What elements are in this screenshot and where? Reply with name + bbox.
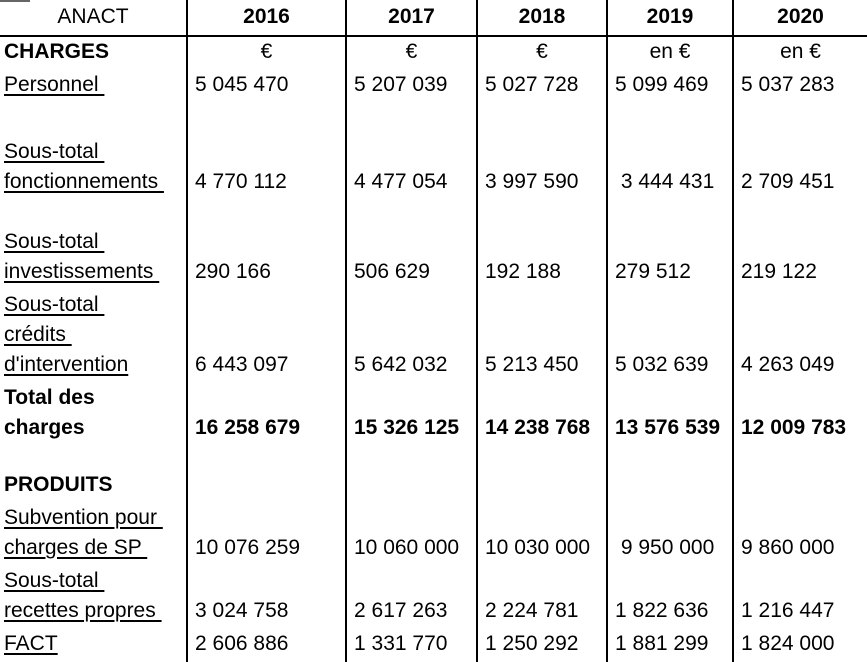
value-cell: 192 188 bbox=[477, 200, 607, 290]
value-cell: 12 009 783 bbox=[733, 383, 867, 446]
year-header-2017: 2017 bbox=[346, 0, 477, 36]
value-cell: 2 709 451 bbox=[733, 103, 867, 200]
row-sous-total-investissements bbox=[0, 200, 867, 290]
value-cell: 290 166 bbox=[187, 200, 346, 290]
header-row bbox=[0, 0, 867, 36]
value-cell: 5 032 639 bbox=[607, 290, 733, 383]
value-cell: 3 024 758 bbox=[187, 566, 346, 629]
produits-section-label: PRODUITS bbox=[4, 473, 113, 496]
value-cell: 219 122 bbox=[733, 200, 867, 290]
value-cell: 13 576 539 bbox=[607, 383, 733, 446]
year-header-2016: 2016 bbox=[187, 0, 346, 36]
value-cell: 9 860 000 bbox=[733, 503, 867, 566]
row-produits-section bbox=[0, 446, 867, 503]
value-cell: 2 617 263 bbox=[346, 566, 477, 629]
value-cell: 10 076 259 bbox=[187, 503, 346, 566]
value-cell: 2 606 886 bbox=[187, 629, 346, 662]
value-cell bbox=[607, 446, 733, 503]
value-cell: 9 950 000 bbox=[607, 503, 733, 566]
row-label: Sous-total recettes propres bbox=[4, 569, 162, 622]
value-cell: 4 477 054 bbox=[346, 103, 477, 200]
row-sous-total-recettes-propres bbox=[0, 566, 867, 629]
value-cell: 16 258 679 bbox=[187, 383, 346, 446]
value-cell bbox=[477, 446, 607, 503]
value-cell bbox=[346, 446, 477, 503]
value-cell: 1 824 000 bbox=[733, 629, 867, 662]
value-cell: 506 629 bbox=[346, 200, 477, 290]
table-corner-label: ANACT bbox=[0, 0, 187, 36]
value-cell bbox=[733, 446, 867, 503]
charges-unit-row bbox=[0, 36, 867, 70]
value-cell: 5 045 470 bbox=[187, 70, 346, 103]
row-label: Sous-total crédits d'intervention bbox=[4, 293, 129, 376]
row-label: Total des charges bbox=[4, 386, 95, 439]
year-header-2018: 2018 bbox=[477, 0, 607, 36]
value-cell: 5 213 450 bbox=[477, 290, 607, 383]
row-label: Personnel bbox=[4, 73, 105, 96]
value-cell: 4 770 112 bbox=[187, 103, 346, 200]
row-sous-total-fonctionnements bbox=[0, 103, 867, 200]
value-cell: 14 238 768 bbox=[477, 383, 607, 446]
row-label: Subvention pour charges de SP bbox=[4, 506, 163, 559]
row-label: Sous-total investissements bbox=[4, 230, 160, 283]
value-cell: 2 224 781 bbox=[477, 566, 607, 629]
row-total-des-charges bbox=[0, 383, 867, 446]
unit-cell: € bbox=[346, 36, 477, 70]
value-cell: 5 037 283 bbox=[733, 70, 867, 103]
value-cell: 6 443 097 bbox=[187, 290, 346, 383]
value-cell: 10 060 000 bbox=[346, 503, 477, 566]
row-label: Sous-total fonctionnements bbox=[4, 140, 164, 193]
row-label: FACT bbox=[4, 632, 58, 655]
unit-cell: en € bbox=[733, 36, 867, 70]
value-cell: 279 512 bbox=[607, 200, 733, 290]
value-cell: 1 331 770 bbox=[346, 629, 477, 662]
value-cell: 3 997 590 bbox=[477, 103, 607, 200]
value-cell: 5 099 469 bbox=[607, 70, 733, 103]
value-cell: 5 642 032 bbox=[346, 290, 477, 383]
unit-cell: en € bbox=[607, 36, 733, 70]
row-fact bbox=[0, 629, 867, 662]
row-subvention-charges-sp bbox=[0, 503, 867, 566]
unit-cell: € bbox=[477, 36, 607, 70]
crop-artifact bbox=[0, 0, 30, 2]
value-cell: 15 326 125 bbox=[346, 383, 477, 446]
row-sous-total-credits-intervention bbox=[0, 290, 867, 383]
year-header-2019: 2019 bbox=[607, 0, 733, 36]
value-cell: 10 030 000 bbox=[477, 503, 607, 566]
year-header-2020: 2020 bbox=[733, 0, 867, 36]
value-cell: 1 216 447 bbox=[733, 566, 867, 629]
value-cell: 5 027 728 bbox=[477, 70, 607, 103]
unit-cell: € bbox=[187, 36, 346, 70]
value-cell: 1 822 636 bbox=[607, 566, 733, 629]
value-cell: 3 444 431 bbox=[607, 103, 733, 200]
value-cell: 1 881 299 bbox=[607, 629, 733, 662]
value-cell: 1 250 292 bbox=[477, 629, 607, 662]
value-cell: 5 207 039 bbox=[346, 70, 477, 103]
row-personnel bbox=[0, 70, 867, 103]
charges-section-label: CHARGES bbox=[4, 40, 110, 63]
value-cell: 4 263 049 bbox=[733, 290, 867, 383]
value-cell bbox=[187, 446, 346, 503]
